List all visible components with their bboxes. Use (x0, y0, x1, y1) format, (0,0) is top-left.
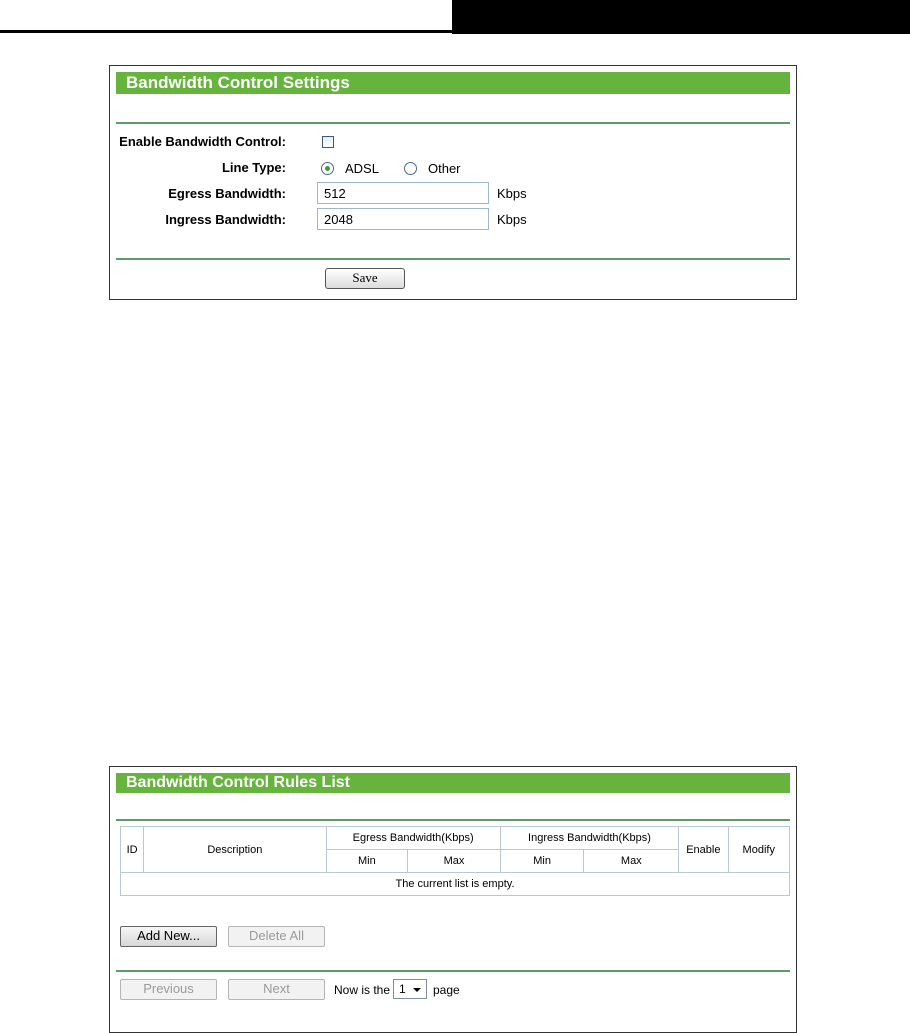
radio-adsl-label: ADSL (345, 161, 379, 176)
page-prefix: Now is the (334, 983, 391, 997)
empty-list-message: The current list is empty. (121, 873, 790, 896)
delete-all-button[interactable]: Delete All (228, 926, 325, 947)
page-select-value: 1 (399, 982, 406, 996)
col-description: Description (144, 827, 326, 873)
rules-list-panel (109, 766, 797, 1033)
bandwidth-settings-panel (109, 65, 797, 300)
col-egress: Egress Bandwidth(Kbps) (326, 827, 500, 850)
divider (116, 258, 790, 260)
previous-button[interactable]: Previous (120, 979, 217, 1000)
col-egress-max: Max (408, 850, 501, 873)
ingress-label: Ingress Bandwidth: (165, 212, 286, 227)
page-suffix: page (433, 983, 460, 997)
panel-title: Bandwidth Control Rules List (116, 773, 790, 793)
chevron-down-icon (413, 988, 421, 992)
col-ingress-max: Max (584, 850, 679, 873)
radio-other-label: Other (428, 161, 461, 176)
radio-selected-dot (325, 166, 330, 171)
header-rule (0, 30, 452, 33)
col-ingress: Ingress Bandwidth(Kbps) (500, 827, 678, 850)
line-type-label: Line Type: (221, 160, 286, 175)
col-egress-min: Min (326, 850, 408, 873)
next-button[interactable]: Next (228, 979, 325, 1000)
ingress-unit: Kbps (497, 212, 527, 227)
radio-other[interactable] (404, 162, 417, 175)
egress-input[interactable] (317, 182, 489, 204)
rules-table (120, 826, 790, 896)
egress-label: Egress Bandwidth: (168, 186, 286, 201)
header-bar (452, 0, 910, 34)
page-select[interactable] (393, 979, 427, 999)
egress-unit: Kbps (497, 186, 527, 201)
enable-label: Enable Bandwidth Control: (119, 134, 286, 149)
divider (116, 970, 790, 972)
enable-checkbox[interactable] (322, 136, 334, 148)
save-button[interactable]: Save (325, 268, 405, 289)
col-modify: Modify (728, 827, 789, 873)
radio-adsl[interactable] (321, 162, 334, 175)
add-new-button[interactable]: Add New... (120, 926, 217, 947)
col-ingress-min: Min (500, 850, 584, 873)
divider (116, 819, 790, 821)
ingress-input[interactable] (317, 208, 489, 230)
col-id: ID (121, 827, 144, 873)
divider (116, 122, 790, 124)
panel-title: Bandwidth Control Settings (116, 72, 790, 94)
col-enable: Enable (679, 827, 728, 873)
